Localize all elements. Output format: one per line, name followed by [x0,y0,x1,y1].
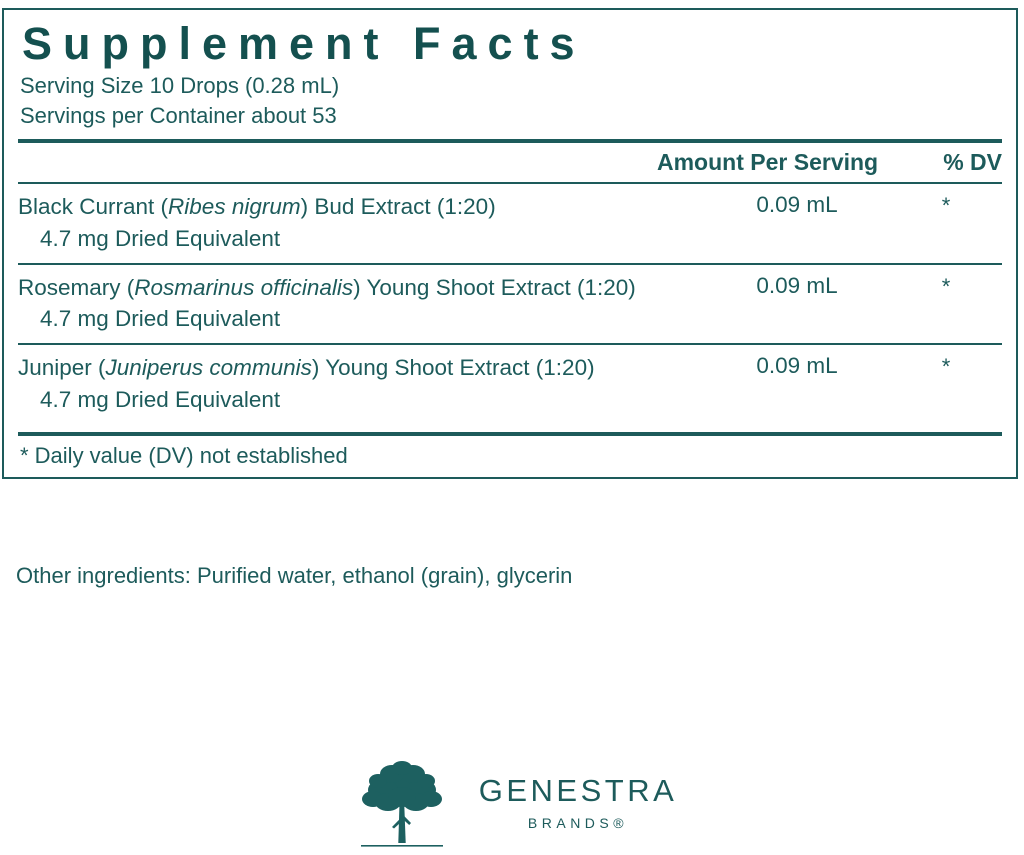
ingredient-name [18,272,704,336]
page-title: Supplement Facts [22,18,586,69]
ingredient-subline: 4.7 mg Dried Equivalent [40,225,281,251]
table-row [18,184,1002,263]
brand-name: GENESTRA [478,773,678,808]
ingredient-name-post: ) Young Shoot Extract (1:20) [311,355,595,381]
ingredient-subline: 4.7 mg Dried Equivalent [40,387,281,413]
serving-size-line: Serving Size 10 Drops (0.28 mL) [20,73,340,99]
ingredient-subline: 4.7 mg Dried Equivalent [40,306,281,332]
ingredient-amount: 0.09 mL [756,191,838,217]
ingredient-latin-name: Ribes nigrum [168,193,301,219]
tree-icon [347,757,457,855]
brand-logo [0,757,1024,855]
ingredient-name-pre: Black Currant ( [18,193,169,219]
column-header-amount-per-serving: Amount Per Serving [657,148,879,175]
ingredient-latin-name: Juniperus communis [105,355,312,381]
ingredient-name [18,191,704,255]
footnote-daily-value: * Daily value (DV) not established [20,443,348,469]
ingredient-dv: * [941,192,951,218]
table-header-row [18,143,1002,182]
ingredient-amount: 0.09 mL [756,272,838,298]
ingredient-name-pre: Juniper ( [18,355,106,381]
brand-logo-text [479,775,678,837]
brand-subtitle: BRANDS® [527,815,629,831]
ingredient-name-post: ) Young Shoot Extract (1:20) [353,274,636,300]
servings-per-container-line: Servings per Container about 53 [20,102,337,128]
table-row [18,265,1002,344]
ingredient-dv: * [941,273,951,299]
other-ingredients-text: Other ingredients: Purified water, ethanol (grain), glycerin [16,563,573,588]
column-header-percent-dv: % DV [943,148,1002,175]
ingredient-name-pre: Rosemary ( [18,274,135,300]
ingredient-name-post: ) Bud Extract (1:20) [300,193,496,219]
ingredient-name [18,352,704,416]
facts-panel [2,8,1018,479]
ingredient-latin-name: Rosmarinus officinalis [134,274,354,300]
table-row [18,345,1002,424]
ingredient-dv: * [941,354,951,380]
ingredient-amount: 0.09 mL [756,353,838,379]
